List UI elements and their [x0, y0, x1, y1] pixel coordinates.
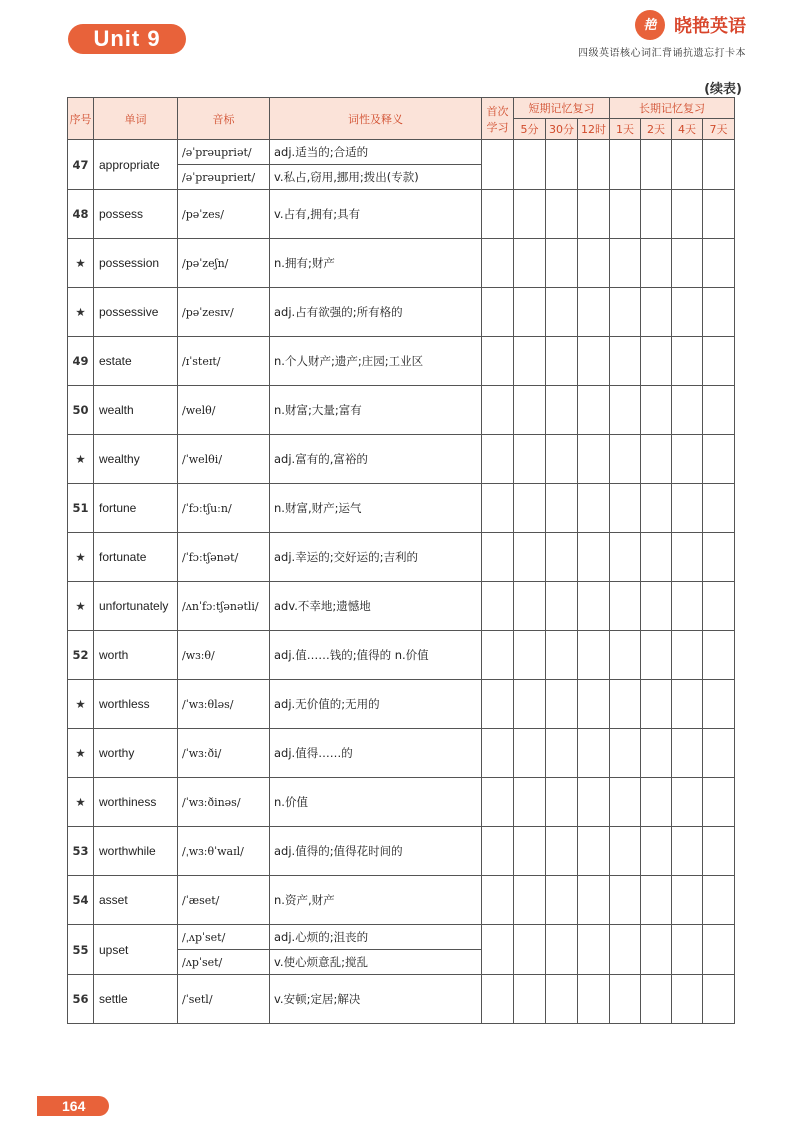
review-checkbox-cell[interactable]	[546, 288, 578, 337]
header-word: 单词	[94, 98, 178, 140]
review-checkbox-cell[interactable]	[546, 729, 578, 778]
review-checkbox-cell[interactable]	[672, 827, 703, 876]
row-number: 47	[68, 140, 94, 190]
table-row	[68, 337, 735, 386]
review-checkbox-cell[interactable]	[610, 288, 641, 337]
review-checkbox-cell[interactable]	[514, 337, 546, 386]
header-long-col: 1天	[610, 119, 641, 140]
review-checkbox-cell[interactable]	[514, 827, 546, 876]
review-checkbox-cell[interactable]	[482, 533, 514, 582]
definition-cell: n.个人财产;遗产;庄园;工业区	[270, 337, 482, 386]
review-checkbox-cell[interactable]	[546, 533, 578, 582]
row-number: 56	[68, 975, 94, 1024]
definition-cell: adj.适当的;合适的	[270, 140, 482, 165]
word-cell: possess	[94, 190, 178, 239]
review-checkbox-cell[interactable]	[546, 680, 578, 729]
review-checkbox-cell[interactable]	[641, 484, 672, 533]
table-row	[68, 582, 735, 631]
review-checkbox-cell[interactable]	[703, 386, 735, 435]
word-cell: estate	[94, 337, 178, 386]
review-checkbox-cell[interactable]	[672, 288, 703, 337]
review-checkbox-cell[interactable]	[546, 925, 578, 975]
review-checkbox-cell[interactable]	[703, 876, 735, 925]
table-row	[68, 729, 735, 778]
row-number: ★	[68, 778, 94, 827]
review-checkbox-cell[interactable]	[703, 239, 735, 288]
brand	[578, 10, 746, 59]
review-checkbox-cell[interactable]	[703, 827, 735, 876]
word-cell: worthless	[94, 680, 178, 729]
row-number: ★	[68, 729, 94, 778]
table-row	[68, 288, 735, 337]
table-row	[68, 140, 735, 165]
review-checkbox-cell[interactable]	[672, 190, 703, 239]
definition-cell: adj.富有的,富裕的	[270, 435, 482, 484]
header-first-study: 首次学习	[482, 98, 514, 140]
word-cell: asset	[94, 876, 178, 925]
review-checkbox-cell[interactable]	[610, 386, 641, 435]
definition-cell: adj.占有欲强的;所有格的	[270, 288, 482, 337]
phonetic-cell: /welθ/	[178, 386, 270, 435]
review-checkbox-cell[interactable]	[703, 729, 735, 778]
definition-cell: adj.无价值的;无用的	[270, 680, 482, 729]
row-number: 50	[68, 386, 94, 435]
word-cell: fortune	[94, 484, 178, 533]
phonetic-cell: /ˈfɔːtʃuːn/	[178, 484, 270, 533]
word-cell: appropriate	[94, 140, 178, 190]
review-checkbox-cell[interactable]	[482, 680, 514, 729]
review-checkbox-cell[interactable]	[703, 337, 735, 386]
review-checkbox-cell[interactable]	[672, 925, 703, 975]
word-cell: worthiness	[94, 778, 178, 827]
definition-cell: v.使心烦意乱;搅乱	[270, 950, 482, 975]
review-checkbox-cell[interactable]	[578, 582, 610, 631]
review-checkbox-cell[interactable]	[610, 975, 641, 1024]
review-checkbox-cell[interactable]	[672, 582, 703, 631]
row-number: ★	[68, 435, 94, 484]
review-checkbox-cell[interactable]	[641, 435, 672, 484]
table-row	[68, 190, 735, 239]
phonetic-cell: /ˈwɜːθləs/	[178, 680, 270, 729]
review-checkbox-cell[interactable]	[546, 239, 578, 288]
definition-cell: adj.值……钱的;值得的 n.价值	[270, 631, 482, 680]
header-short-review: 短期记忆复习	[514, 98, 610, 119]
row-number: 48	[68, 190, 94, 239]
review-checkbox-cell[interactable]	[672, 631, 703, 680]
review-checkbox-cell[interactable]	[672, 876, 703, 925]
review-checkbox-cell[interactable]	[641, 337, 672, 386]
review-checkbox-cell[interactable]	[482, 778, 514, 827]
review-checkbox-cell[interactable]	[610, 435, 641, 484]
review-checkbox-cell[interactable]	[546, 975, 578, 1024]
review-checkbox-cell[interactable]	[578, 190, 610, 239]
row-number: 51	[68, 484, 94, 533]
review-checkbox-cell[interactable]	[641, 533, 672, 582]
review-checkbox-cell[interactable]	[578, 827, 610, 876]
row-number: 54	[68, 876, 94, 925]
header-short-col: 5分	[514, 119, 546, 140]
phonetic-cell: /ʌnˈfɔːtʃənətli/	[178, 582, 270, 631]
review-checkbox-cell[interactable]	[578, 975, 610, 1024]
review-checkbox-cell[interactable]	[514, 975, 546, 1024]
review-checkbox-cell[interactable]	[641, 975, 672, 1024]
review-checkbox-cell[interactable]	[514, 631, 546, 680]
table-row	[68, 925, 735, 950]
word-cell: unfortunately	[94, 582, 178, 631]
review-checkbox-cell[interactable]	[482, 876, 514, 925]
review-checkbox-cell[interactable]	[703, 435, 735, 484]
header-long-col: 7天	[703, 119, 735, 140]
review-checkbox-cell[interactable]	[672, 337, 703, 386]
review-checkbox-cell[interactable]	[672, 778, 703, 827]
table-row	[68, 631, 735, 680]
review-checkbox-cell[interactable]	[578, 288, 610, 337]
phonetic-cell: /ˈwelθi/	[178, 435, 270, 484]
review-checkbox-cell[interactable]	[546, 582, 578, 631]
review-checkbox-cell[interactable]	[703, 582, 735, 631]
review-checkbox-cell[interactable]	[641, 140, 672, 190]
review-checkbox-cell[interactable]	[703, 190, 735, 239]
review-checkbox-cell[interactable]	[578, 386, 610, 435]
definition-cell: n.财富,财产;运气	[270, 484, 482, 533]
word-cell: fortunate	[94, 533, 178, 582]
review-checkbox-cell[interactable]	[672, 484, 703, 533]
phonetic-cell: /ɪˈsteɪt/	[178, 337, 270, 386]
phonetic-cell: /ˈfɔːtʃənət/	[178, 533, 270, 582]
review-checkbox-cell[interactable]	[578, 140, 610, 190]
review-checkbox-cell[interactable]	[578, 337, 610, 386]
review-checkbox-cell[interactable]	[703, 533, 735, 582]
review-checkbox-cell[interactable]	[546, 876, 578, 925]
review-checkbox-cell[interactable]	[610, 533, 641, 582]
review-checkbox-cell[interactable]	[482, 484, 514, 533]
word-cell: wealthy	[94, 435, 178, 484]
phonetic-cell: /əˈprəupriət/	[178, 140, 270, 165]
review-checkbox-cell[interactable]	[610, 729, 641, 778]
definition-cell: adj.幸运的;交好运的;吉利的	[270, 533, 482, 582]
definition-cell: n.拥有;财产	[270, 239, 482, 288]
definition-cell: v.占有,拥有;具有	[270, 190, 482, 239]
review-checkbox-cell[interactable]	[546, 386, 578, 435]
review-checkbox-cell[interactable]	[482, 239, 514, 288]
review-checkbox-cell[interactable]	[514, 140, 546, 190]
header-phonetic: 音标	[178, 98, 270, 140]
review-checkbox-cell[interactable]	[578, 631, 610, 680]
review-checkbox-cell[interactable]	[482, 631, 514, 680]
review-checkbox-cell[interactable]	[703, 140, 735, 190]
review-checkbox-cell[interactable]	[610, 140, 641, 190]
review-checkbox-cell[interactable]	[578, 876, 610, 925]
review-checkbox-cell[interactable]	[514, 729, 546, 778]
table-row	[68, 484, 735, 533]
word-cell: possession	[94, 239, 178, 288]
row-number: 53	[68, 827, 94, 876]
review-checkbox-cell[interactable]	[578, 435, 610, 484]
review-checkbox-cell[interactable]	[610, 876, 641, 925]
table-row	[68, 533, 735, 582]
review-checkbox-cell[interactable]	[482, 435, 514, 484]
review-checkbox-cell[interactable]	[610, 827, 641, 876]
review-checkbox-cell[interactable]	[514, 680, 546, 729]
review-checkbox-cell[interactable]	[514, 386, 546, 435]
word-cell: worthy	[94, 729, 178, 778]
phonetic-cell: /ˈwɜːðinəs/	[178, 778, 270, 827]
review-checkbox-cell[interactable]	[672, 729, 703, 778]
definition-cell: adj.心烦的;沮丧的	[270, 925, 482, 950]
review-checkbox-cell[interactable]	[482, 386, 514, 435]
review-checkbox-cell[interactable]	[578, 533, 610, 582]
review-checkbox-cell[interactable]	[672, 239, 703, 288]
review-checkbox-cell[interactable]	[641, 680, 672, 729]
review-checkbox-cell[interactable]	[672, 435, 703, 484]
definition-cell: n.财富;大量;富有	[270, 386, 482, 435]
row-number: ★	[68, 680, 94, 729]
review-checkbox-cell[interactable]	[578, 778, 610, 827]
phonetic-cell: /ʌpˈset/	[178, 950, 270, 975]
phonetic-cell: /ˈsetl/	[178, 975, 270, 1024]
table-row	[68, 975, 735, 1024]
review-checkbox-cell[interactable]	[641, 729, 672, 778]
review-checkbox-cell[interactable]	[610, 778, 641, 827]
word-cell: possessive	[94, 288, 178, 337]
review-checkbox-cell[interactable]	[578, 729, 610, 778]
review-checkbox-cell[interactable]	[546, 484, 578, 533]
review-checkbox-cell[interactable]	[703, 484, 735, 533]
header-definition: 词性及释义	[270, 98, 482, 140]
review-checkbox-cell[interactable]	[482, 337, 514, 386]
review-checkbox-cell[interactable]	[703, 975, 735, 1024]
review-checkbox-cell[interactable]	[514, 778, 546, 827]
phonetic-cell: /pəˈzesɪv/	[178, 288, 270, 337]
vocab-table	[67, 97, 735, 1024]
review-checkbox-cell[interactable]	[546, 435, 578, 484]
review-checkbox-cell[interactable]	[578, 239, 610, 288]
review-checkbox-cell[interactable]	[703, 631, 735, 680]
review-checkbox-cell[interactable]	[514, 190, 546, 239]
row-number: ★	[68, 239, 94, 288]
review-checkbox-cell[interactable]	[703, 925, 735, 975]
phonetic-cell: /pəˈzes/	[178, 190, 270, 239]
table-row	[68, 239, 735, 288]
header-long-col: 4天	[672, 119, 703, 140]
brand-subtitle: 四级英语核心词汇背诵抗遗忘打卡本	[578, 48, 746, 59]
word-cell: worth	[94, 631, 178, 680]
review-checkbox-cell[interactable]	[578, 484, 610, 533]
definition-cell: n.价值	[270, 778, 482, 827]
unit-badge: Unit 9	[68, 24, 186, 54]
review-checkbox-cell[interactable]	[514, 484, 546, 533]
review-checkbox-cell[interactable]	[610, 680, 641, 729]
definition-cell: v.私占,窃用,挪用;拨出(专款)	[270, 165, 482, 190]
review-checkbox-cell[interactable]	[514, 876, 546, 925]
header-short-col: 12时	[578, 119, 610, 140]
word-cell: worthwhile	[94, 827, 178, 876]
review-checkbox-cell[interactable]	[672, 386, 703, 435]
header-long-col: 2天	[641, 119, 672, 140]
continued-label: (续表)	[704, 82, 742, 97]
word-cell: settle	[94, 975, 178, 1024]
review-checkbox-cell[interactable]	[514, 533, 546, 582]
word-cell: upset	[94, 925, 178, 975]
review-checkbox-cell[interactable]	[672, 140, 703, 190]
brand-name: 晓艳英语	[674, 16, 746, 37]
review-checkbox-cell[interactable]	[641, 582, 672, 631]
review-checkbox-cell[interactable]	[482, 140, 514, 190]
review-checkbox-cell[interactable]	[610, 239, 641, 288]
phonetic-cell: /ˈwɜːði/	[178, 729, 270, 778]
review-checkbox-cell[interactable]	[578, 680, 610, 729]
review-checkbox-cell[interactable]	[546, 631, 578, 680]
phonetic-cell: /ˌʌpˈset/	[178, 925, 270, 950]
review-checkbox-cell[interactable]	[482, 288, 514, 337]
review-checkbox-cell[interactable]	[514, 582, 546, 631]
row-number: 55	[68, 925, 94, 975]
review-checkbox-cell[interactable]	[703, 680, 735, 729]
review-checkbox-cell[interactable]	[610, 631, 641, 680]
review-checkbox-cell[interactable]	[546, 778, 578, 827]
header-long-review: 长期记忆复习	[610, 98, 735, 119]
review-checkbox-cell[interactable]	[641, 876, 672, 925]
review-checkbox-cell[interactable]	[610, 190, 641, 239]
phonetic-cell: /wɜːθ/	[178, 631, 270, 680]
review-checkbox-cell[interactable]	[482, 190, 514, 239]
definition-cell: v.安顿;定居;解决	[270, 975, 482, 1024]
review-checkbox-cell[interactable]	[641, 827, 672, 876]
header-num: 序号	[68, 98, 94, 140]
review-checkbox-cell[interactable]	[641, 288, 672, 337]
review-checkbox-cell[interactable]	[672, 533, 703, 582]
review-checkbox-cell[interactable]	[546, 190, 578, 239]
table-row	[68, 778, 735, 827]
row-number: ★	[68, 582, 94, 631]
review-checkbox-cell[interactable]	[482, 729, 514, 778]
review-checkbox-cell[interactable]	[578, 925, 610, 975]
definition-cell: adj.值得的;值得花时间的	[270, 827, 482, 876]
page-number: 164	[62, 1098, 86, 1114]
phonetic-cell: /əˈprəuprieɪt/	[178, 165, 270, 190]
review-checkbox-cell[interactable]	[482, 827, 514, 876]
review-checkbox-cell[interactable]	[546, 140, 578, 190]
review-checkbox-cell[interactable]	[610, 582, 641, 631]
review-checkbox-cell[interactable]	[482, 975, 514, 1024]
row-number: ★	[68, 288, 94, 337]
row-number: 49	[68, 337, 94, 386]
phonetic-cell: /ˌwɜːθˈwaɪl/	[178, 827, 270, 876]
review-checkbox-cell[interactable]	[641, 386, 672, 435]
row-number: ★	[68, 533, 94, 582]
review-checkbox-cell[interactable]	[514, 925, 546, 975]
review-checkbox-cell[interactable]	[703, 778, 735, 827]
table-row	[68, 435, 735, 484]
review-checkbox-cell[interactable]	[546, 827, 578, 876]
row-number: 52	[68, 631, 94, 680]
review-checkbox-cell[interactable]	[672, 975, 703, 1024]
review-checkbox-cell[interactable]	[641, 190, 672, 239]
definition-cell: adj.值得……的	[270, 729, 482, 778]
review-checkbox-cell[interactable]	[641, 239, 672, 288]
table-row	[68, 827, 735, 876]
table-row	[68, 680, 735, 729]
review-checkbox-cell[interactable]	[546, 337, 578, 386]
definition-cell: n.资产,财产	[270, 876, 482, 925]
table-row	[68, 876, 735, 925]
definition-cell: adv.不幸地;遗憾地	[270, 582, 482, 631]
review-checkbox-cell[interactable]	[514, 288, 546, 337]
review-checkbox-cell[interactable]	[641, 925, 672, 975]
review-checkbox-cell[interactable]	[641, 631, 672, 680]
review-checkbox-cell[interactable]	[482, 582, 514, 631]
table-row	[68, 386, 735, 435]
brand-logo-icon: 艳	[635, 10, 665, 40]
review-checkbox-cell[interactable]	[514, 239, 546, 288]
review-checkbox-cell[interactable]	[482, 925, 514, 975]
phonetic-cell: /pəˈzeʃn/	[178, 239, 270, 288]
review-checkbox-cell[interactable]	[703, 288, 735, 337]
review-checkbox-cell[interactable]	[610, 484, 641, 533]
word-cell: wealth	[94, 386, 178, 435]
review-checkbox-cell[interactable]	[514, 435, 546, 484]
review-checkbox-cell[interactable]	[672, 680, 703, 729]
review-checkbox-cell[interactable]	[610, 337, 641, 386]
review-checkbox-cell[interactable]	[641, 778, 672, 827]
header-short-col: 30分	[546, 119, 578, 140]
phonetic-cell: /ˈæset/	[178, 876, 270, 925]
review-checkbox-cell[interactable]	[610, 925, 641, 975]
